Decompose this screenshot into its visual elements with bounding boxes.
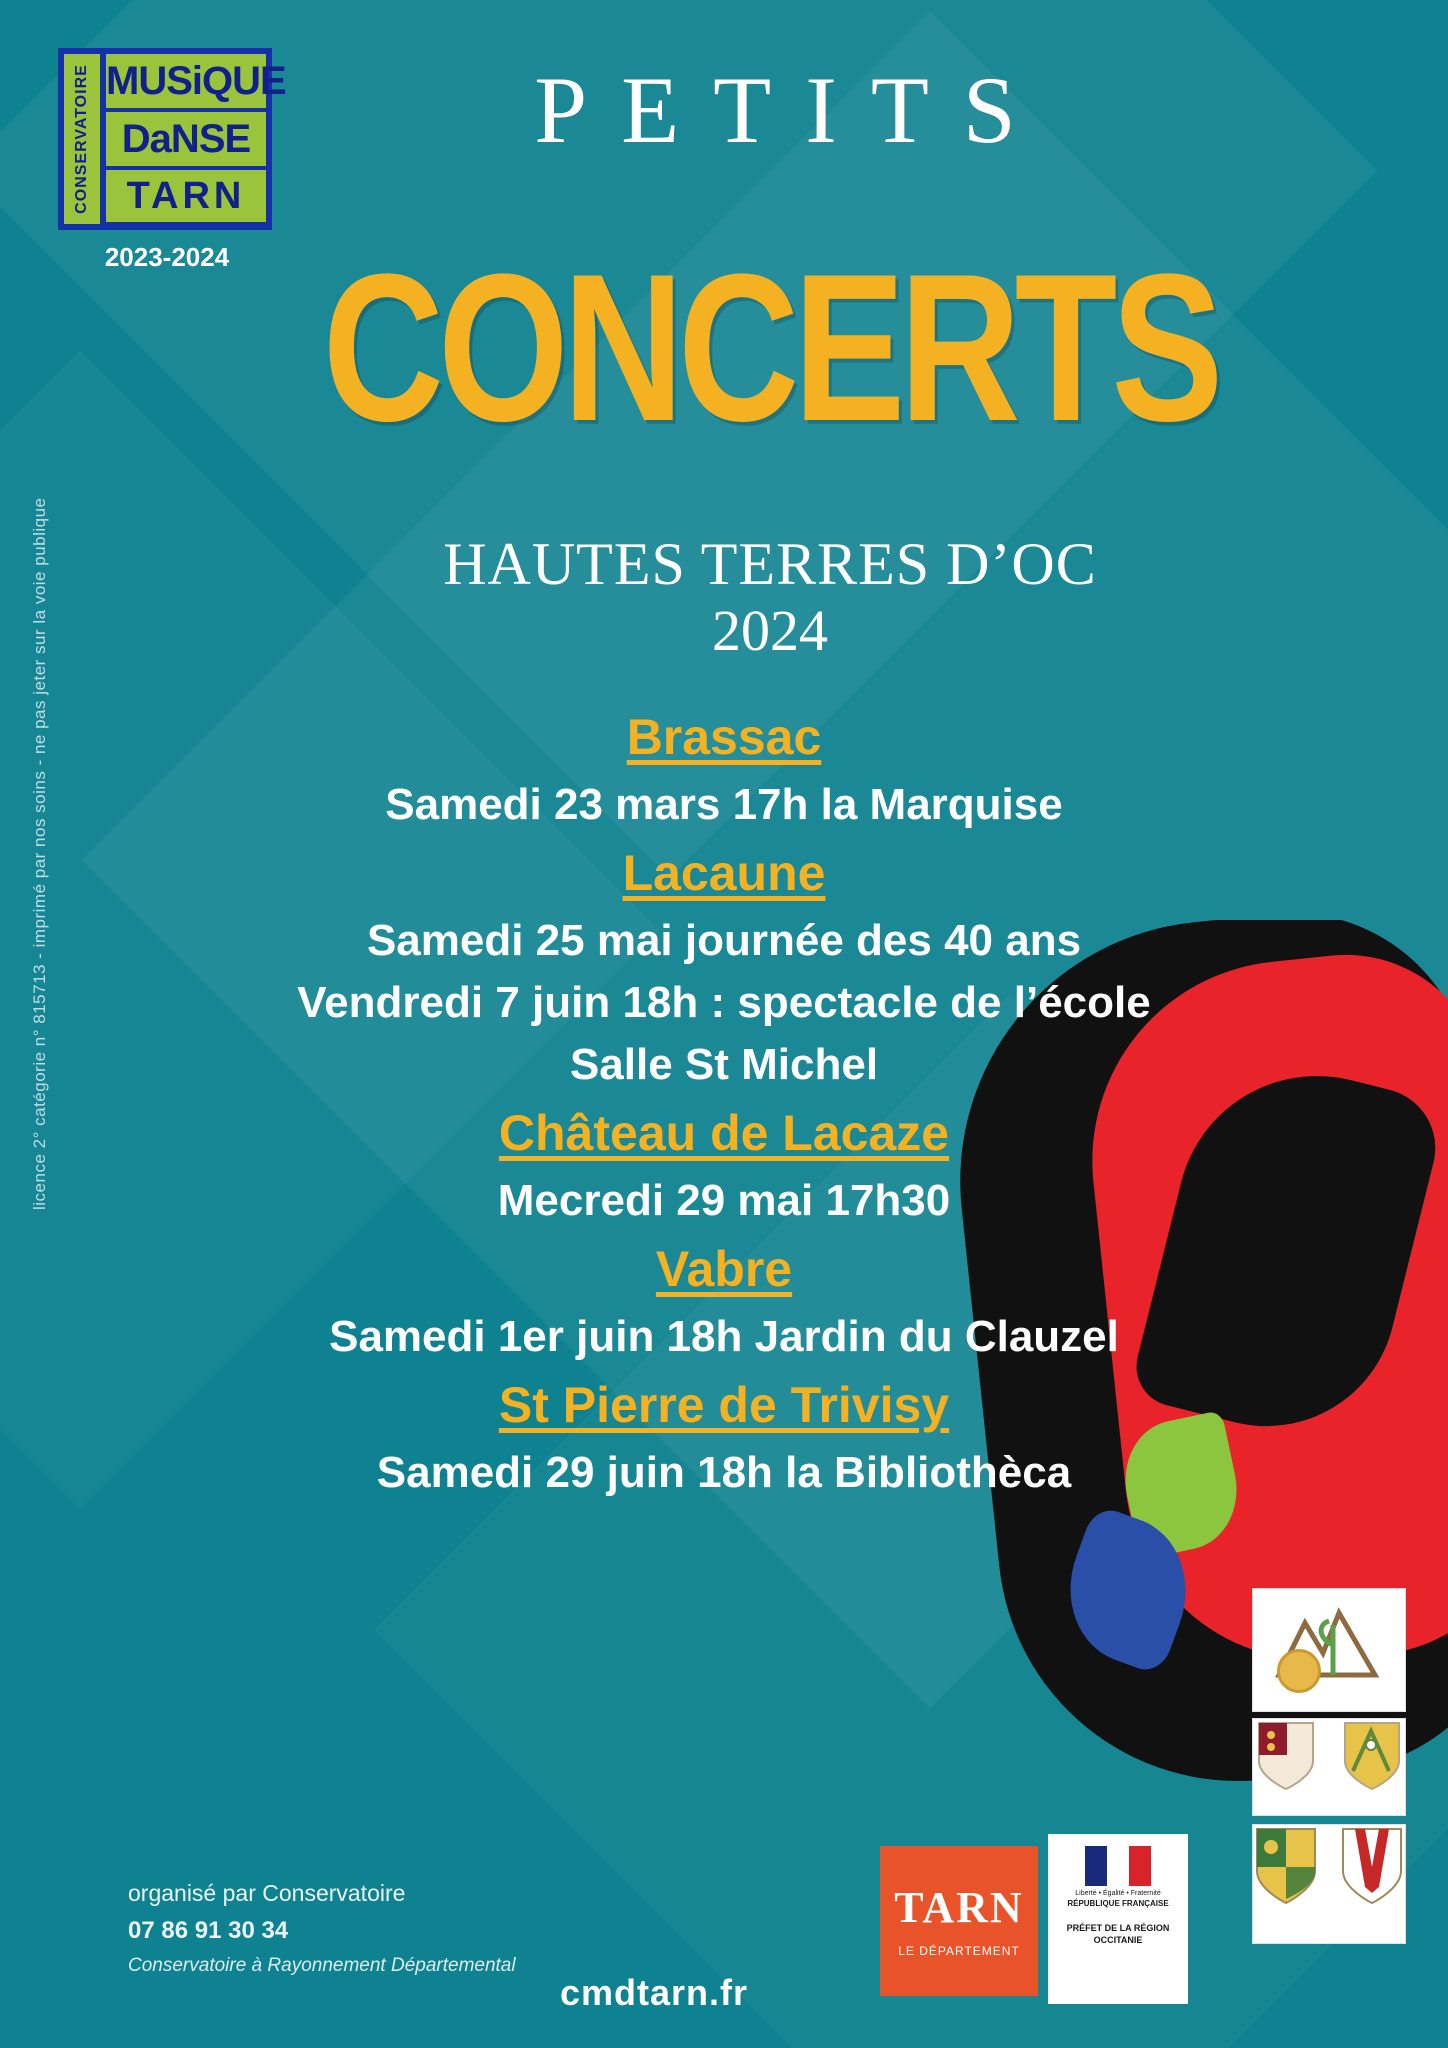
organiser-label: organisé par Conservatoire: [128, 1880, 406, 1906]
prefet-devise: Liberté • Égalité • Fraternité: [1075, 1890, 1161, 1897]
logo-danse-text: DaNSE: [106, 112, 266, 166]
conservatoire-logo: [58, 48, 286, 273]
program-city-vabre: Vabre: [655, 1241, 793, 1297]
program-event-trivisy-1: Samedi 29 juin 18h la Bibliothèca: [376, 1448, 1072, 1497]
logo-conservatoire-text: CONSERVATOIRE: [73, 64, 90, 214]
coin-icon: [1277, 1649, 1321, 1693]
shield-icon-red-white: [1341, 1827, 1403, 1905]
program-event-lacaze-1: Mecredi 29 mai 17h30: [497, 1176, 951, 1225]
prefet-label: PRÉFET DE LA RÉGION OCCITANIE: [1066, 1923, 1170, 1945]
page-subtitle: HAUTES TERRES D’OC: [443, 531, 1097, 597]
shield-icon-left: [1257, 1721, 1315, 1791]
program-event-lacaune-1: Samedi 25 mai journée des 40 ans: [366, 916, 1082, 965]
crest-1-inner: [1261, 1597, 1397, 1703]
shield-icon-checkered: [1255, 1827, 1317, 1905]
tarn-departement-logo: [880, 1846, 1038, 1996]
page-title-petits: PETITS: [534, 57, 1050, 163]
season-label: 2023-2024: [104, 242, 230, 272]
logo-musique-text: MUSiQUE: [106, 54, 266, 108]
tarn-logo-name: TARN: [894, 1883, 1024, 1932]
phone-number: 07 86 91 30 34: [128, 1917, 289, 1944]
logo-conservatoire-vertical: [64, 54, 100, 224]
tarn-logo-tagline: LE DÉPARTEMENT: [898, 1944, 1020, 1958]
logo-rows: [106, 54, 286, 224]
logo-tarn-text: TARN: [106, 170, 266, 222]
crest-image-1: [1252, 1588, 1406, 1712]
logo-box: [58, 48, 286, 230]
legal-notice: licence 2° catégorie n° 815713 - imprimé par nos soins - ne pas jeter sur la voie publique: [30, 497, 49, 1210]
crest-image-2: [1252, 1718, 1406, 1816]
page-title-concerts: CONCERTS: [322, 230, 1218, 465]
program-list: [120, 700, 1328, 1504]
rayonnement-label: Conservatoire à Rayonnement Départemental: [128, 1955, 516, 1976]
prefet-region-occitanie-logo: [1048, 1834, 1188, 2004]
program-city-chateau-de-lacaze: Château de Lacaze: [498, 1105, 950, 1161]
program-event-lacaune-2: Vendredi 7 juin 18h : spectacle de l’école: [297, 978, 1151, 1027]
french-flag-icon: [1085, 1846, 1151, 1886]
page-subtitle-year: 2024: [712, 598, 828, 663]
crest-image-3: [1252, 1824, 1406, 1944]
program-event-brassac-1: Samedi 23 mars 17h la Marquise: [385, 780, 1063, 829]
program-city-st-pierre-de-trivisy: St Pierre de Trivisy: [498, 1377, 950, 1433]
program-city-brassac: Brassac: [626, 709, 822, 765]
prefet-republique: RÉPUBLIQUE FRANÇAISE: [1067, 1899, 1169, 1908]
credits-block: [128, 1880, 648, 1977]
program-city-lacaune: Lacaune: [622, 845, 826, 901]
website-link[interactable]: cmdtarn.fr: [560, 1972, 749, 2013]
program-event-lacaune-3: Salle St Michel: [569, 1040, 879, 1089]
shield-icon-right: [1343, 1721, 1401, 1791]
program-event-vabre-1: Samedi 1er juin 18h Jardin du Clauzel: [329, 1312, 1119, 1361]
